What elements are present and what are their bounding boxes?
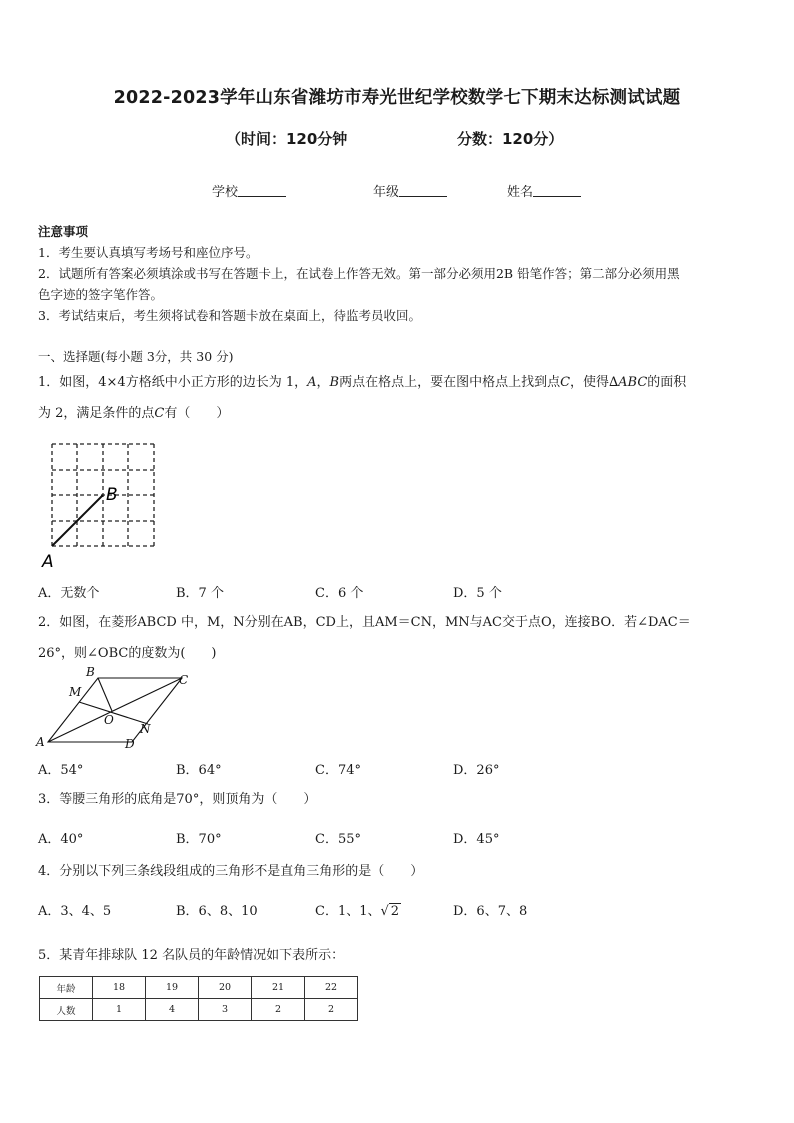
- q1-option-a[interactable]: A．无数个: [38, 586, 100, 601]
- notice-block: [38, 221, 758, 326]
- label-n: N: [140, 722, 151, 736]
- q1-line1: 1．如图，4×4方格纸中小正方形的边长为 1，A，B两点在格点上，要在图中格点上找到点C，使得∆ABC的面积: [38, 375, 687, 390]
- question-3: 3．等腰三角形的底角是70°，则顶角为（ ）: [38, 792, 317, 807]
- label-d: D: [125, 737, 135, 751]
- q1-option-d[interactable]: D．5 个: [453, 586, 502, 601]
- table-cell: 2: [305, 999, 358, 1021]
- table-cell: 20: [199, 977, 252, 999]
- grade-label: 年级: [373, 185, 400, 200]
- q2-option-c[interactable]: C．74°: [315, 763, 361, 778]
- exam-score: 分数：120分）: [457, 130, 564, 148]
- notice-item: 2．试题所有答案必须填涂或书写在答题卡上，在试卷上作答无效。第一部分必须用2B 铅笔作答；第二部分必须用黑: [38, 266, 680, 281]
- notice-heading: 注意事项: [38, 224, 89, 239]
- table-cell: 4: [146, 999, 199, 1021]
- q4-option-d[interactable]: D．6、7、8: [453, 904, 528, 919]
- question-5: 5．某青年排球队 12 名队员的年龄情况如下表所示：: [38, 948, 345, 963]
- table-row: [40, 977, 358, 999]
- school-blank[interactable]: [238, 184, 286, 197]
- segment-bo: [98, 678, 112, 711]
- q2-option-a[interactable]: A．54°: [38, 763, 84, 778]
- q3-option-a[interactable]: A．40°: [38, 832, 84, 847]
- notice-item: 1．考生要认真填写考场号和座位序号。: [38, 245, 259, 260]
- table-cell: 3: [199, 999, 252, 1021]
- name-field[interactable]: [507, 181, 581, 200]
- point-b-label: B: [106, 485, 118, 505]
- q1-option-c[interactable]: C．6 个: [315, 586, 364, 601]
- table-cell: 年龄: [40, 977, 93, 999]
- q4-option-a[interactable]: A．3、4、5: [38, 904, 112, 919]
- table-cell: 18: [93, 977, 146, 999]
- label-o: O: [104, 713, 114, 727]
- table-cell: 1: [93, 999, 146, 1021]
- q2-option-b[interactable]: B．64°: [176, 763, 222, 778]
- q4-option-b[interactable]: B．6、8、10: [176, 904, 258, 919]
- point-a-label: A: [42, 552, 54, 570]
- sqrt-symbol: √ 2: [380, 904, 400, 919]
- q3-option-c[interactable]: C．55°: [315, 832, 361, 847]
- table-cell: 19: [146, 977, 199, 999]
- section-heading: 一、选择题(每小题 3分，共 30 分): [38, 349, 234, 364]
- table-cell: 人数: [40, 999, 93, 1021]
- label-c: C: [179, 673, 189, 687]
- school-label: 学校: [212, 185, 239, 200]
- notice-item: 3．考试结束后，考生须将试卷和答题卡放在桌面上，待监考员收回。: [38, 308, 421, 323]
- question-4: 4．分别以下列三条线段组成的三角形不是直角三角形的是（ ）: [38, 864, 424, 879]
- table-cell: 22: [305, 977, 358, 999]
- page-title: 2022-2023学年山东省潍坊市寿光世纪学校数学七下期末达标测试试题: [113, 88, 681, 108]
- q2-line2: 26°，则∠OBC的度数为( ): [38, 646, 217, 661]
- exam-time: （时间：120分钟: [226, 130, 348, 148]
- label-b: B: [86, 665, 95, 679]
- name-blank[interactable]: [533, 184, 581, 197]
- q2-rhombus-figure: [34, 664, 204, 754]
- grade-blank[interactable]: [399, 184, 447, 197]
- q1-option-b[interactable]: B．7 个: [176, 586, 224, 601]
- age-table: [39, 976, 358, 1021]
- name-label: 姓名: [507, 185, 534, 200]
- q2-line1: 2．如图，在菱形ABCD 中，M，N分别在AB，CD上，且AM＝CN，MN与AC交于点O，连接BO．若∠DAC＝: [38, 615, 691, 630]
- label-m: M: [69, 685, 82, 699]
- q3-option-b[interactable]: B．70°: [176, 832, 222, 847]
- table-cell: 21: [252, 977, 305, 999]
- question-2: [38, 607, 760, 669]
- label-a: A: [36, 735, 45, 749]
- question-1: [38, 367, 760, 429]
- school-field[interactable]: [212, 181, 286, 200]
- q1-grid-figure: [40, 436, 165, 570]
- q1-line2: 为 2，满足条件的点C有（ ）: [38, 406, 230, 421]
- q2-option-d[interactable]: D．26°: [453, 763, 500, 778]
- q4-option-c[interactable]: C．1、1、√ 2: [315, 904, 400, 919]
- notice-item: 色字迹的签字笔作答。: [38, 287, 164, 302]
- q3-option-d[interactable]: D．45°: [453, 832, 500, 847]
- table-cell: 2: [252, 999, 305, 1021]
- grade-field[interactable]: [373, 181, 447, 200]
- table-row: [40, 999, 358, 1021]
